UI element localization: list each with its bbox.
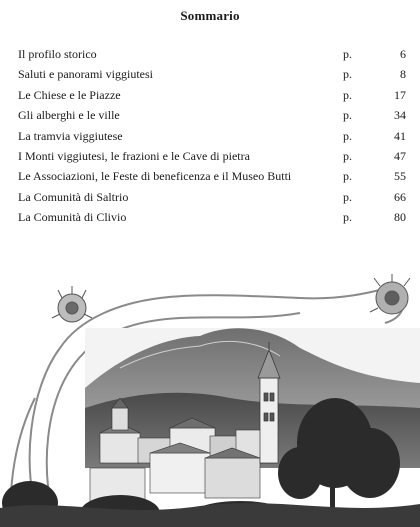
toc-entry: [0, 88, 420, 108]
toc-entry: [0, 190, 420, 210]
toc-entry: [0, 210, 420, 230]
toc-entry: [0, 169, 420, 189]
toc-entry-title: Le Chiese e le Piazze: [18, 88, 121, 102]
flower-ornament-right: [370, 274, 410, 314]
toc-entry-title: I Monti viggiutesi, le frazioni e le Cave di pietra: [18, 149, 250, 163]
toc-entry: [0, 108, 420, 128]
toc-page-abbrev: p.: [343, 210, 352, 224]
toc-page-number: 17: [394, 88, 406, 102]
toc-page-number: 34: [394, 108, 406, 122]
toc-entry-title: Il profilo storico: [18, 47, 97, 61]
toc-entry-title: Saluti e panorami viggiutesi: [18, 67, 153, 81]
toc-page-abbrev: p.: [343, 88, 352, 102]
toc-page-number: 8: [400, 67, 406, 81]
toc-page-number: 6: [400, 47, 406, 61]
toc-page-abbrev: p.: [343, 169, 352, 183]
toc-page-number: 41: [394, 129, 406, 143]
toc-page-number: 66: [394, 190, 406, 204]
toc-entry: [0, 129, 420, 149]
toc-page-number: 47: [394, 149, 406, 163]
toc-page-abbrev: p.: [343, 108, 352, 122]
toc-entry: [0, 47, 420, 67]
village-illustration: [0, 268, 420, 527]
toc-entry: [0, 149, 420, 169]
toc-entry-title: Gli alberghi e le ville: [18, 108, 120, 122]
toc-entry-title: Le Associazioni, le Feste di beneficenza e il Museo Butti: [18, 169, 292, 183]
toc-page-abbrev: p.: [343, 149, 352, 163]
toc-page-number: 55: [394, 169, 406, 183]
flower-ornament-left: [52, 286, 92, 322]
toc-entry: [0, 67, 420, 87]
toc-entry-title: La Comunità di Saltrio: [18, 190, 129, 204]
toc-page-abbrev: p.: [343, 67, 352, 81]
toc-entry-title: La tramvia viggiutese: [18, 129, 123, 143]
toc-page-number: 80: [394, 210, 406, 224]
toc-entry-title: La Comunità di Clivio: [18, 210, 127, 224]
toc-page-abbrev: p.: [343, 129, 352, 143]
toc-page-abbrev: p.: [343, 47, 352, 61]
page-title: Sommario: [180, 8, 240, 23]
toc-page-abbrev: p.: [343, 190, 352, 204]
